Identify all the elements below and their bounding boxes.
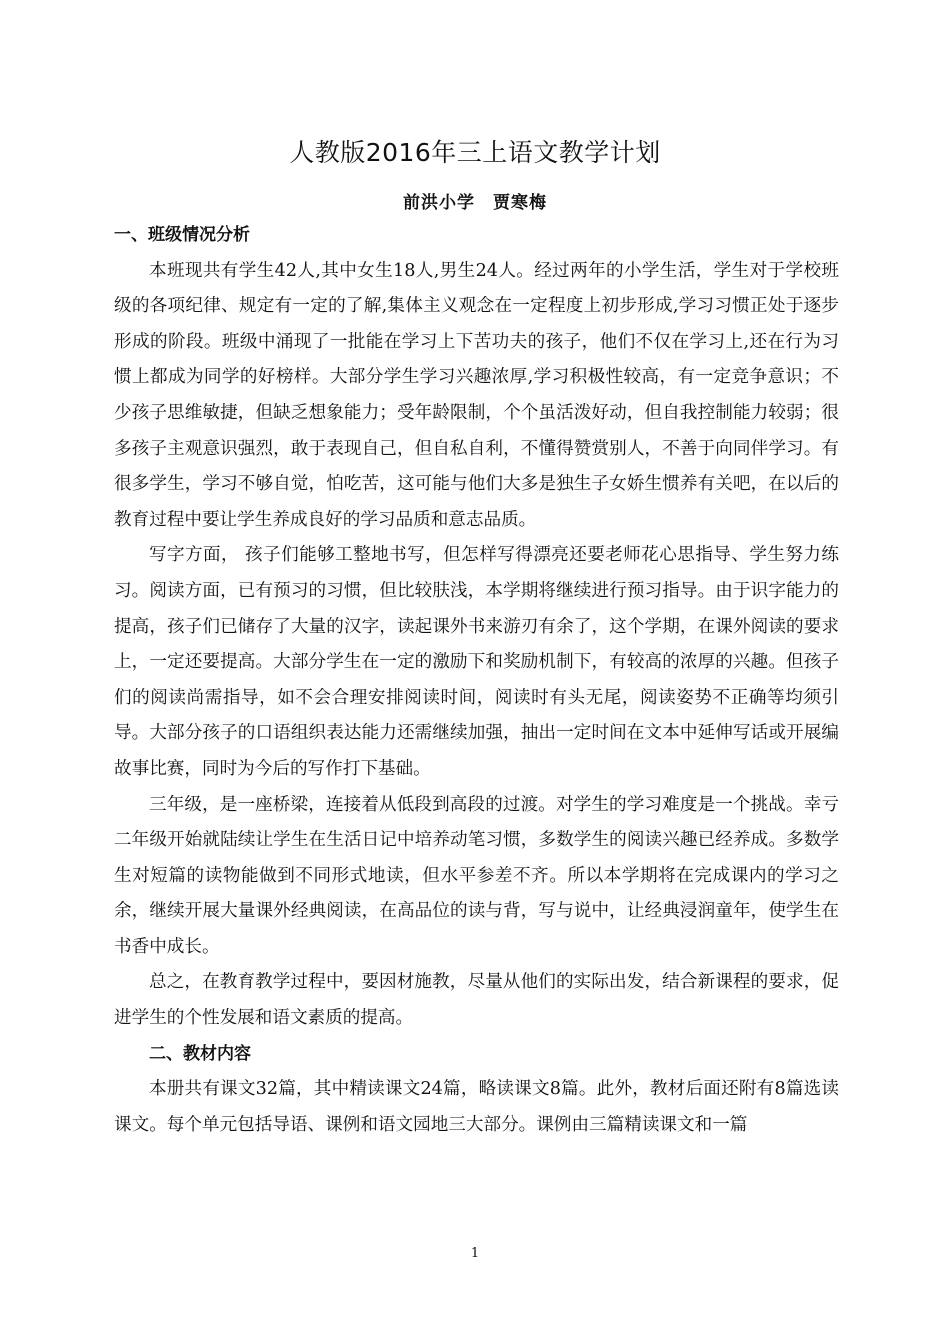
page-number: 1 [470,1246,480,1261]
document-title: 人教版2016年三上语文教学计划 [289,138,661,167]
document-body [114,218,839,1143]
document-author: 前洪小学 贾寒梅 [403,193,547,213]
paragraph: 本班现共有学生42人,其中女生18人,男生24人。经过两年的小学生活，学生对于学校班级的各项纪律、规定有一定的了解,集体主义观念在一定程度上初步形成,学习习惯正处于逐步形成的阶段。班级中涌现了一批能在学习上下苦功夫的孩子，他们不仅在学习上,还在行为习惯上都成为同学的好榜样。大部分学生学习兴趣浓厚,学习积极性较高，有一定竞争意识；不少孩子思维敏捷，但缺乏想象能力；受年龄限制，个个虽活泼好动，但自我控制能力较弱；很多孩子主观意识强烈，敢于表现自己，但自私自利，不懂得赞赏别人，不善于向同伴学习。有很多学生，学习不够自觉，怕吃苦，这可能与他们大多是独生子女娇生惯养有关吧，在以后的教育过程中要让学生养成良好的学习品质和意志品质。 [114,260,839,530]
section-heading-class-analysis: 一、班级情况分析 [114,225,250,245]
paragraph: 总之，在教育教学过程中，要因材施教，尽量从他们的实际出发，结合新课程的要求，促进学生的个性发展和语文素质的提高。 [114,972,839,1029]
section-heading-textbook-content: 二、教材内容 [149,1043,251,1064]
paragraph: 本册共有课文32篇，其中精读课文24篇，略读课文8篇。此外，教材后面还附有8篇选读课文。每个单元包括导语、课例和语文园地三大部分。课例由三篇精读课文和一篇 [114,1079,839,1135]
paragraph: 三年级，是一座桥梁，连接着从低段到高段的过渡。对学生的学习难度是一个挑战。幸亏二年级开始就陆续让学生在生活日记中培养动笔习惯，多数学生的阅读兴趣已经养成。多数学生对短篇的读物能做到不同形式地读，但水平参差不齐。所以本学期将在完成课内的学习之余，继续开展大量课外经典阅读，在高品位的读与背，写与说中，让经典浸润童年，使学生在书香中成长。 [114,794,839,957]
paragraph: 写字方面， 孩子们能够工整地书写，但怎样写得漂亮还要老师花心思指导、学生努力练习。阅读方面，已有预习的习惯，但比较肤浅，本学期将继续进行预习指导。由于识字能力的提高，孩子们已储存了大量的汉字，读起课外书来游刃有余了，这个学期，在课外阅读的要求上，一定还要提高。大部分学生在一定的激励下和奖励机制下，有较高的浓厚的兴趣。但孩子们的阅读尚需指导，如不会合理安排阅读时间，阅读时有头无尾，阅读姿势不正确等均须引导。大部分孩子的口语组织表达能力还需继续加强，抽出一定时间在文本中延伸写话或开展编故事比赛，同时为今后的写作打下基础。 [114,545,839,779]
